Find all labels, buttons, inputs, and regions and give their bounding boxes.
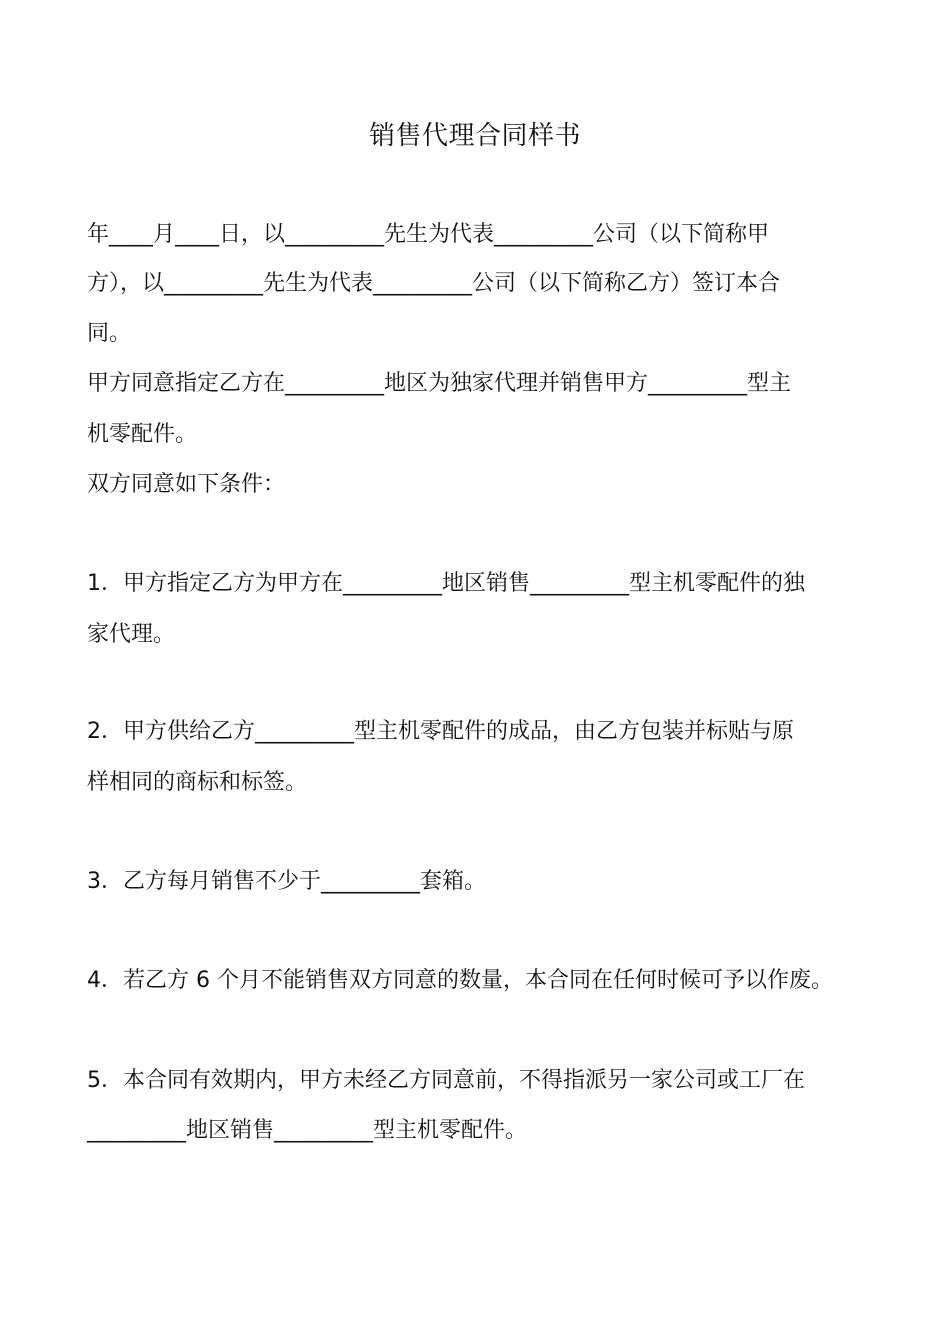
clause-4: 4．若乙方 6 个月不能销售双方同意的数量，本合同在任何时候可予以作废。 bbox=[87, 968, 833, 993]
document-title: 销售代理合同样书 bbox=[368, 121, 581, 151]
clause-5-line-1: 5．本合同有效期内，甲方未经乙方同意前，不得指派另一家公司或工厂在 bbox=[87, 1068, 805, 1093]
clause-2-line-2: 样相同的商标和标签。 bbox=[87, 770, 308, 795]
clause-1-line-2: 家代理。 bbox=[87, 622, 176, 647]
clause-1-line-1: 1．甲方指定乙方为甲方在_________地区销售_________型主机零配件的独 bbox=[87, 571, 805, 596]
clause-2-line-1: 2．甲方供给乙方_________型主机零配件的成品，由乙方包装并标贴与原 bbox=[87, 719, 794, 744]
agency-statement-line-2: 机零配件。 bbox=[87, 422, 198, 447]
clause-5-line-2: _________地区销售_________型主机零配件。 bbox=[87, 1118, 528, 1143]
conditions-heading: 双方同意如下条件： bbox=[87, 472, 286, 497]
contract-intro-line-1: 年____月____日，以_________先生为代表_________公司（以下简称甲 bbox=[87, 222, 770, 247]
clause-3: 3．乙方每月销售不少于_________套箱。 bbox=[87, 869, 486, 894]
contract-intro-line-2: 方），以_________先生为代表_________公司（以下简称乙方）签订本合 bbox=[87, 271, 781, 296]
contract-intro-line-3: 同。 bbox=[87, 321, 132, 346]
agency-statement-line-1: 甲方同意指定乙方在_________地区为独家代理并销售甲方_________型主 bbox=[87, 371, 792, 396]
